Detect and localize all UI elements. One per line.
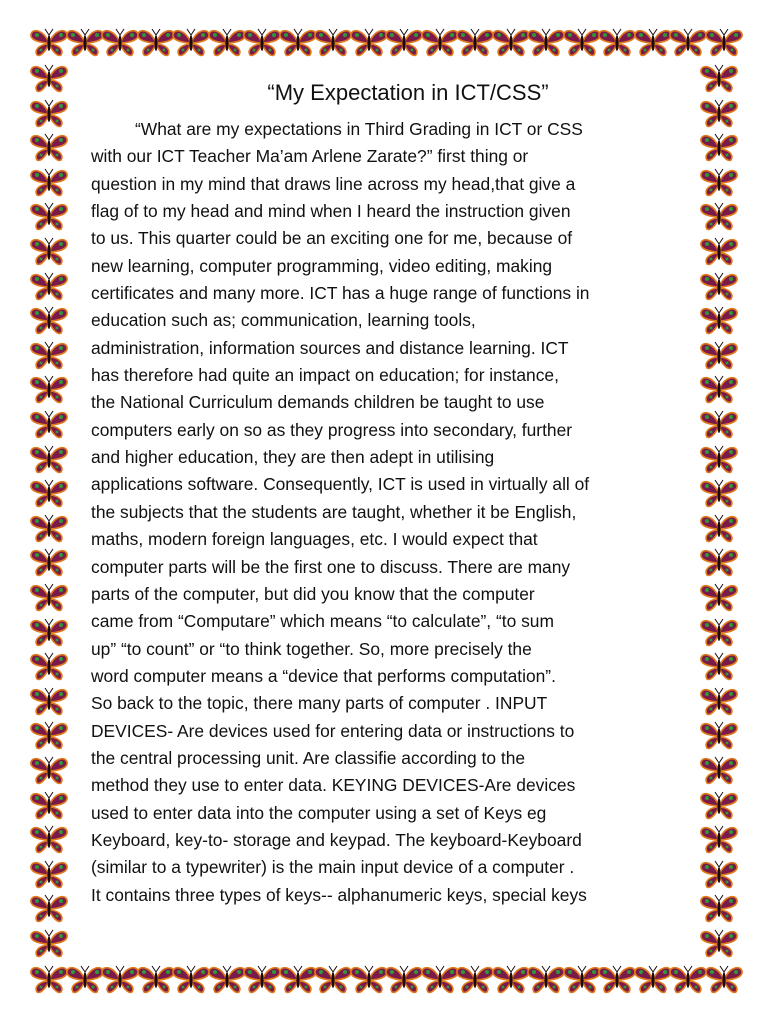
document-body <box>91 78 681 909</box>
butterfly-icon <box>278 28 318 58</box>
butterfly-icon <box>699 272 739 302</box>
text-line: and higher education, they are then adept in utilising <box>91 447 495 468</box>
butterfly-icon <box>29 28 69 58</box>
text-line: (similar to a typewriter) is the main input device of a computer . <box>91 857 575 878</box>
butterfly-icon <box>699 99 739 129</box>
butterfly-icon <box>29 965 69 995</box>
butterfly-icon <box>699 237 739 267</box>
butterfly-icon <box>29 306 69 336</box>
butterfly-icon <box>384 28 424 58</box>
text-line: the subjects that the students are taught, whether it be English, <box>91 501 577 522</box>
butterfly-icon <box>29 791 69 821</box>
butterfly-icon <box>455 28 495 58</box>
butterfly-icon <box>29 618 69 648</box>
text-line: So back to the topic, there many parts of computer . INPUT <box>91 693 548 714</box>
text-line: came from “Computare” which means “to calculate”, “to sum <box>91 611 554 632</box>
butterfly-icon <box>699 410 739 440</box>
text-line: the central processing unit. Are classifie according to the <box>91 747 526 768</box>
butterfly-icon <box>699 894 739 924</box>
butterfly-icon <box>668 965 708 995</box>
butterfly-icon <box>699 168 739 198</box>
text-line: applications software. Consequently, ICT is used in virtually all of <box>91 474 590 495</box>
butterfly-icon <box>29 721 69 751</box>
butterfly-icon <box>699 791 739 821</box>
butterfly-icon <box>526 965 566 995</box>
butterfly-icon <box>699 133 739 163</box>
butterfly-icon <box>29 756 69 786</box>
butterfly-icon <box>699 306 739 336</box>
butterfly-icon <box>207 28 247 58</box>
text-line: word computer means a “device that performs computation”. <box>91 665 556 686</box>
butterfly-icon <box>29 237 69 267</box>
butterfly-icon <box>699 756 739 786</box>
butterfly-icon <box>100 965 140 995</box>
butterfly-icon <box>207 965 247 995</box>
butterfly-icon <box>29 479 69 509</box>
butterfly-icon <box>699 479 739 509</box>
butterfly-icon <box>136 965 176 995</box>
butterfly-icon <box>29 133 69 163</box>
text-line: education such as; communication, learning tools, <box>91 310 476 331</box>
butterfly-icon <box>562 965 602 995</box>
butterfly-icon <box>699 825 739 855</box>
butterfly-icon <box>29 272 69 302</box>
butterfly-icon <box>384 965 424 995</box>
text-line: to us. This quarter could be an exciting one for me, because of <box>91 228 573 249</box>
butterfly-icon <box>491 965 531 995</box>
text-line: method they use to enter data. KEYING DEVICES-Are devices <box>91 775 576 796</box>
butterfly-icon <box>597 965 637 995</box>
butterfly-icon <box>29 64 69 94</box>
butterfly-icon <box>29 341 69 371</box>
butterfly-icon <box>699 341 739 371</box>
text-line: parts of the computer, but did you know that the computer <box>91 583 535 604</box>
butterfly-icon <box>29 860 69 890</box>
butterfly-icon <box>313 965 353 995</box>
text-line: has therefore had quite an impact on education; for instance, <box>91 365 559 386</box>
text-line: up” “to count” or “to think together. So, more precisely the <box>91 638 532 659</box>
butterfly-icon <box>699 652 739 682</box>
butterfly-icon <box>313 28 353 58</box>
butterfly-icon <box>597 28 637 58</box>
text-line: computers early on so as they progress into secondary, further <box>91 419 573 440</box>
text-line: certificates and many more. ICT has a huge range of functions in <box>91 283 590 304</box>
butterfly-icon <box>349 965 389 995</box>
butterfly-icon <box>699 618 739 648</box>
butterfly-icon <box>699 860 739 890</box>
butterfly-icon <box>455 965 495 995</box>
butterfly-icon <box>349 28 389 58</box>
butterfly-icon <box>633 28 673 58</box>
butterfly-icon <box>699 687 739 717</box>
butterfly-icon <box>704 965 744 995</box>
butterfly-icon <box>29 687 69 717</box>
text-line: new learning, computer programming, video editing, making <box>91 255 553 276</box>
butterfly-icon <box>562 28 602 58</box>
text-line: used to enter data into the computer using a set of Keys eg <box>91 802 547 823</box>
butterfly-icon <box>29 894 69 924</box>
butterfly-icon <box>171 28 211 58</box>
butterfly-icon <box>420 965 460 995</box>
butterfly-icon <box>29 825 69 855</box>
text-line: “What are my expectations in Third Grading in ICT or CSS <box>135 119 583 139</box>
butterfly-icon <box>29 410 69 440</box>
butterfly-icon <box>704 28 744 58</box>
document-title: “My Expectation in ICT/CSS” <box>267 80 549 105</box>
text-line: computer parts will be the first one to discuss. There are many <box>91 556 571 577</box>
butterfly-icon <box>699 202 739 232</box>
butterfly-icon <box>65 965 105 995</box>
text-line: It contains three types of keys-- alphanumeric keys, special keys <box>91 884 587 905</box>
butterfly-icon <box>491 28 531 58</box>
butterfly-icon <box>699 64 739 94</box>
text-line: the National Curriculum demands children be taught to use <box>91 392 545 413</box>
text-line: administration, information sources and distance learning. ICT <box>91 337 569 358</box>
butterfly-icon <box>699 929 739 959</box>
butterfly-icon <box>668 28 708 58</box>
document-paragraph <box>91 116 681 909</box>
butterfly-icon <box>699 583 739 613</box>
butterfly-icon <box>29 929 69 959</box>
butterfly-icon <box>29 99 69 129</box>
butterfly-icon <box>242 965 282 995</box>
text-line: maths, modern foreign languages, etc. I would expect that <box>91 529 538 550</box>
butterfly-icon <box>699 445 739 475</box>
butterfly-icon <box>29 652 69 682</box>
text-line: question in my mind that draws line across my head,that give a <box>91 173 576 194</box>
butterfly-icon <box>699 514 739 544</box>
butterfly-icon <box>29 583 69 613</box>
butterfly-icon <box>699 721 739 751</box>
butterfly-icon <box>242 28 282 58</box>
butterfly-icon <box>29 548 69 578</box>
text-line: Keyboard, key-to- storage and keypad. The keyboard-Keyboard <box>91 829 582 850</box>
butterfly-icon <box>699 375 739 405</box>
butterfly-icon <box>29 168 69 198</box>
text-line: flag of to my head and mind when I heard the instruction given <box>91 201 571 222</box>
butterfly-icon <box>633 965 673 995</box>
butterfly-icon <box>171 965 211 995</box>
butterfly-icon <box>699 548 739 578</box>
butterfly-icon <box>29 202 69 232</box>
text-line: DEVICES- Are devices used for entering data or instructions to <box>91 720 575 741</box>
butterfly-icon <box>278 965 318 995</box>
butterfly-icon <box>100 28 140 58</box>
butterfly-icon <box>65 28 105 58</box>
text-line: with our ICT Teacher Ma’am Arlene Zarate?” first thing or <box>91 146 529 167</box>
butterfly-icon <box>526 28 566 58</box>
butterfly-icon <box>420 28 460 58</box>
butterfly-icon <box>29 445 69 475</box>
butterfly-icon <box>29 514 69 544</box>
butterfly-icon <box>29 375 69 405</box>
butterfly-icon <box>136 28 176 58</box>
